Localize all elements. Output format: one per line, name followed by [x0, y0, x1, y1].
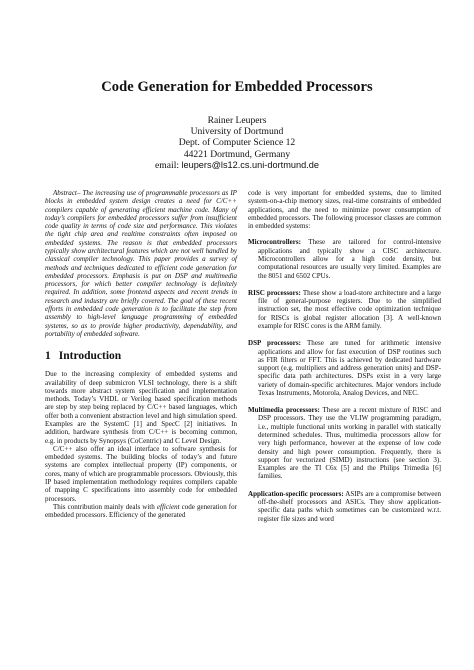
author-block — [0, 115, 474, 171]
item-term: RISC processors: — [248, 288, 301, 297]
processor-class-item — [248, 406, 441, 481]
text-run: This contribution mainly deals with — [53, 502, 157, 511]
item-text: These are a recent mixture of RISC and DSP processors. They use the VLIW programming paradigm, i.e., multiple functional units working in parallel with statically determined schedules. Thus, multimedia processors allow for very high performance, however at the expense of low code density and high power consumption. Frequently, there is support for vectorized (SIMD) instructions (see section 3). Examples are the TI C6x [5] and the Philips Trimedia [6] families. — [258, 406, 441, 481]
item-text: These show a load-store architecture and a large file of general-purpose registers. Due to the simplified instruction set, the most effective code optimization technique for RISCs is global register allocation [3]. A well-known example for RISC cores is the ARM family. — [258, 288, 441, 330]
section-title: Introduction — [58, 350, 122, 363]
item-text: ASIPs are a compromise between off-the-shelf processors and ASICs. They show application-specific data paths which sometimes can be customized w.r.t. register file sizes and word — [258, 489, 441, 523]
item-term: Application-specific processors: — [248, 489, 344, 498]
email-label: email: — [155, 159, 180, 171]
email-line — [0, 160, 474, 171]
affiliation-line: Dept. of Computer Science 12 — [178, 137, 296, 149]
text-run: code generation for embedded processors. Efficiency of the generated — [45, 502, 237, 520]
item-text: These are tuned for arithmetic intensive applications and allow for fast execution of DSP routines such as FIR filters or FFT. This is achieved by dedicated hardware support (e.g. multipliers and address generation units) and DSP-specific data path architectures. DSPs exist in a very large variety of domain-specific architectures. Major vendors include Texas Instruments, Motorola, Analog Devices, and NEC. — [258, 339, 441, 397]
item-term: Multimedia processors: — [248, 406, 320, 415]
right-column — [248, 189, 441, 532]
affiliation-line: University of Dortmund — [190, 126, 284, 138]
left-column — [45, 189, 237, 519]
item-text: These are tailored for control-intensive applications and typically show a CISC architecture. Microcontrollers allow for a high code density, but computational resources are usually very limited. Examples are the 8051 and 6502 CPUs. — [258, 238, 441, 280]
processor-class-item — [248, 490, 441, 523]
intro-paragraph: Due to the increasing complexity of embedded systems and availability of deep submicron VLSI technology, there is a shift towards more abstract system specification and implementation methods. Today’s VHDL or Verilog based specification methods are step by step being replaced by C/C++ based languages, which offer both a convenient abstraction level and high simulation speed. Examples are the SystemC [1] and SpecC [2] initiatives. In addition, hardware synthesis from C/C++ is becoming common, e.g. in products by Synopsys (CoCentric) and C Level Design. — [45, 370, 237, 445]
continued-paragraph: code is very important for embedded systems, due to limited system-on-a-chip memory sizes, real-time constraints of embedded applications, and the need to minimize power consumption of embedded processors. The following processor classes are common in embedded systems: — [248, 189, 441, 231]
abstract-text: Abstract– The increasing use of programmable processors as IP blocks in embedded system design creates a need for C/C++ compilers capable of generating efficient machine code. Many of today’s compilers for embedded processors suffer from insufficient code quality in terms of code size and performance. This violates the tight chip area and realtime constraints often imposed on embedded systems. The reason is that embedded processors typically show architectural features which are not well handled by classical compiler technology. This paper provides a survey of methods and techniques dedicated to efficient code generation for embedded processors. Emphasis is put on DSP and multimedia processors, for which better compiler technology is definitely required. In addition, some frontend aspects and recent trends in research and industry are briefly covered. The goal of these recent efforts in embedded code generation is to facilitate the step from assembly to high-level language programming of embedded systems, so as to provide higher productivity, dependability, and portability of embedded software. — [45, 189, 237, 338]
processor-class-item — [248, 289, 441, 330]
item-term: DSP processors: — [248, 339, 301, 348]
emphasis: efficient — [156, 502, 180, 511]
item-term: Microcontrollers: — [248, 238, 301, 247]
section-number: 1 — [45, 350, 51, 363]
intro-paragraph: C/C++ also offer an ideal interface to software synthesis for embedded systems. The building blocks of today’s and future systems are complex intellectual property (IP) components, or cores, many of which are programmable processors. Obviously, this IP based implementation methodology requires compilers capable of mapping C specifications into assembly code for embedded processors. — [45, 444, 237, 503]
intro-paragraph — [45, 503, 237, 520]
processor-class-item — [248, 238, 441, 279]
affiliation-line: 44221 Dortmund, Germany — [183, 148, 291, 160]
processor-class-item — [248, 339, 441, 397]
paper-title: Code Generation for Embedded Processors — [101, 79, 373, 95]
section-heading — [45, 350, 237, 363]
author-name: Rainer Leupers — [207, 115, 267, 126]
email-address[interactable]: leupers@ls12.cs.uni-dortmund.de — [181, 159, 319, 170]
